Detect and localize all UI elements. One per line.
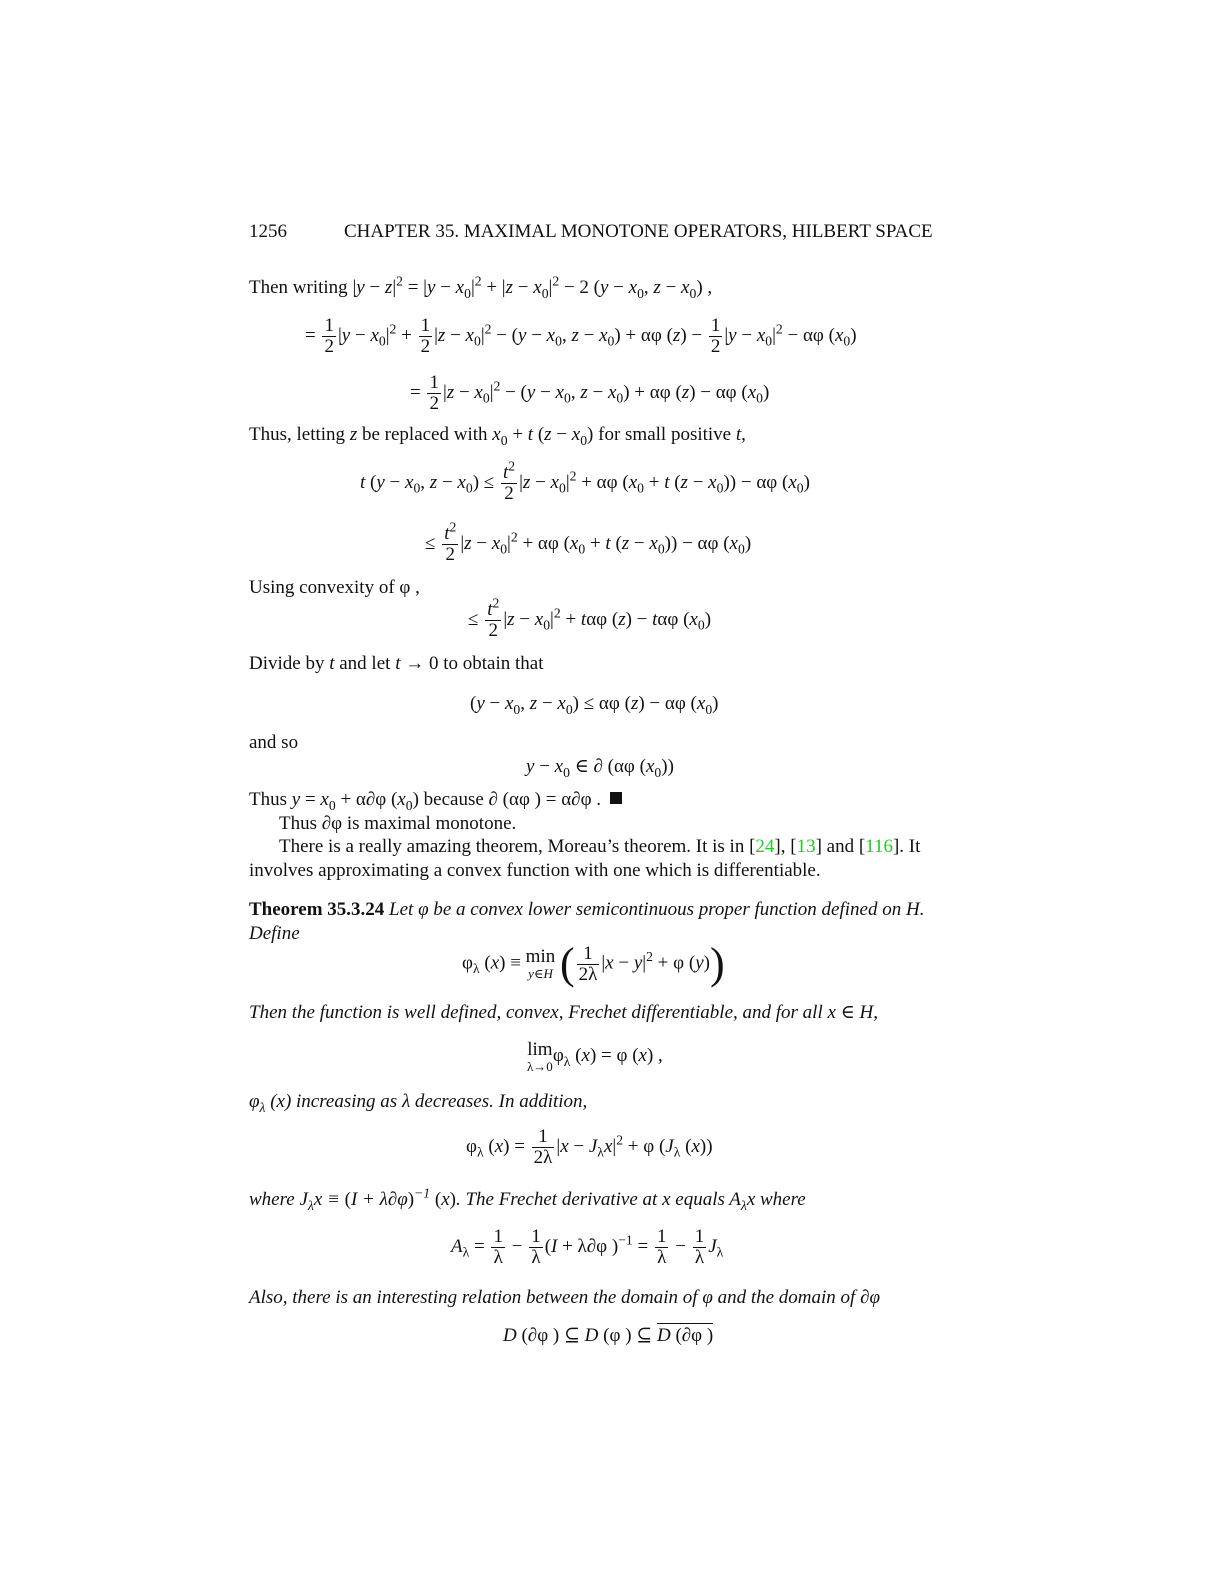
- theorem-statement: be a convex lower semicontinuous proper function defined on: [433, 899, 902, 920]
- divide-line: Divide by t and let t → 0 to obtain that: [249, 653, 544, 674]
- equation-11: $A_\lambda$ = $\frac{1}{\lambda}$ − $\frac{1}{\lambda}$ (I + λ∂φ )$^{-1}$ = $\frac{1}{\lambda}$ − $\frac{1}{\lambda}$ $J_\lambda$: [451, 1226, 724, 1268]
- increasing-line: $\varphi_\lambda$ (x) increasing as λ decreases. In addition,: [249, 1091, 588, 1115]
- text-moreau-c: ] and [: [815, 836, 866, 857]
- equation-9: lim λ→0 $\varphi_\lambda$ (x) = φ (x) ,: [527, 1039, 663, 1074]
- moreau-line-1: [279, 837, 920, 856]
- text-because: because: [423, 789, 484, 810]
- text-moreau-b: ], [: [774, 836, 797, 857]
- text-moreau-d: ]. It: [892, 836, 921, 857]
- theorem-increasing: increasing as: [296, 1091, 398, 1112]
- theorem-equals: equals: [675, 1189, 725, 1210]
- theorem-let: Let: [389, 899, 414, 920]
- citation-13[interactable]: 13: [796, 836, 816, 857]
- text-replaced-with: be replaced with: [361, 424, 488, 445]
- using-convexity-line: Using convexity of φ ,: [249, 577, 420, 598]
- maximal-line: Thus ∂φ is maximal monotone.: [279, 813, 517, 834]
- theorem-decreases: decreases. In addition,: [414, 1091, 588, 1112]
- equation-6: ($y - x_0$, $z - x_0) \le \alpha\varphi$ (z) − αφ $(x_0)$: [470, 693, 719, 717]
- theorem-line-1: Theorem 35.3.24 Let φ be a convex lower semicontinuous proper function defined on H.: [249, 899, 925, 920]
- text-and-let: and let: [339, 653, 391, 674]
- theorem-then-function: Then the function is well defined, convex, Frechet differentiable, and for all: [249, 1002, 823, 1023]
- and-so-line: and so: [249, 732, 299, 753]
- text-thus: Thus: [249, 789, 287, 810]
- equation-3: t ($y - x_0$, $z - x_0$) ≤ $\frac{t^2}{2}$ $|z - x_0|^2 + \alpha\varphi$ ($x_0 + t$ $(z - x_0)) - \alpha\varphi$ $(x_0)$: [360, 458, 810, 504]
- theorem-label: Theorem 35.3.24: [249, 899, 385, 920]
- equation-2: = $\frac{1}{2}$ $|z - x_0|^2 - (y - x_0$, $z - x_0) + \alpha\varphi$ (z) − αφ $(x_0)$: [410, 372, 770, 414]
- text-divide-by: Divide by: [249, 653, 325, 674]
- page-number: 1256: [249, 221, 287, 242]
- equation-1: = $\frac{1}{2}$ $|y - x_0|^2$ + $\frac{1}{2}$ $|z - x_0|^2 - (y - x_0$, $z - x_0) + \alpha\varphi$ (z) − $\frac{1}{2}$ $|y - x_0|^2 - \alpha\varphi$ $(x_0)$: [305, 315, 857, 357]
- text-thus-letting: Thus, letting: [249, 424, 346, 445]
- text-maximal-monotone: is maximal monotone.: [346, 813, 517, 834]
- then-function-line: Then the function is well defined, convex, Frechet differentiable, and for all x ∈ H,: [249, 1002, 878, 1023]
- qed-square: [610, 792, 622, 804]
- equation-12: D (∂φ ) ⊆ D (φ ) ⊆ D (∂φ ): [503, 1325, 714, 1346]
- theorem-where: where: [249, 1189, 295, 1210]
- theorem-also-b: and the domain of: [717, 1287, 856, 1308]
- text-small-positive: for small positive: [598, 424, 732, 445]
- equation-4: ≤ $\frac{t^2}{2}$ $|z - x_0|^2 + \alpha\varphi$ ($x_0 + t$ $(z - x_0)) - \alpha\varphi$ $(x_0)$: [425, 519, 752, 565]
- theorem-where-2: where: [760, 1189, 806, 1210]
- text-to-obtain: to obtain that: [443, 653, 544, 674]
- theorem-frechet: . The Frechet derivative at: [455, 1189, 658, 1210]
- text-then-writing: Then writing: [249, 277, 348, 298]
- moreau-line-2: involves approximating a convex function with one which is differentiable.: [249, 860, 821, 881]
- theorem-define: Define: [249, 923, 300, 944]
- then-writing-line: Then writing $|y - z|^2 = |y - x_0|^2 + |z - x_0|^2 - 2$ ($y - x_0$, $z - x_0$) ,: [249, 273, 713, 301]
- thus-letting-line: Thus, letting z be replaced with $x_0 + t$ $(z - x_0)$ for small positive t,: [249, 424, 746, 448]
- equation-8: $\varphi_\lambda$ (x) ≡ min y∈H ( $\frac{1}{2\lambda}$ $|x - y|^2 + \varphi$ (y)): [462, 939, 725, 988]
- text-using-convexity: Using convexity of: [249, 577, 395, 598]
- equation-5: ≤ $\frac{t^2}{2}$ $|z - x_0|^2 + t\alpha\varphi$ (z) − tαφ $(x_0)$: [468, 595, 712, 641]
- citation-116[interactable]: 116: [865, 836, 893, 857]
- equation-10: $\varphi_\lambda$ (x) = $\frac{1}{2\lambda}$ $|x - J_\lambda x|^2 + \varphi$ ($J_\lambda$ (x)): [466, 1126, 713, 1168]
- theorem-also: Also, there is an interesting relation between the domain of: [249, 1287, 698, 1308]
- citation-24[interactable]: 24: [755, 836, 775, 857]
- text-moreau-a: There is a really amazing theorem, Moreau’s theorem. It is in [: [279, 836, 756, 857]
- equation-7: $y - x_0$ ∈ ∂ (αφ $(x_0)$): [526, 756, 674, 780]
- thus-y-line: Thus $y = x_0 + \alpha\partial\varphi$ $(x_0)$ because ∂ (αφ ) = α∂φ .: [249, 790, 622, 809]
- running-title: CHAPTER 35. MAXIMAL MONOTONE OPERATORS, HILBERT SPACE: [344, 221, 933, 242]
- also-line: Also, there is an interesting relation between the domain of φ and the domain of ∂φ: [249, 1287, 880, 1308]
- where-line: where $J_\lambda x \equiv (I + \lambda\partial\varphi)^{-1}$ (x). The Frechet derivative at x equals $A_\lambda x$ where: [249, 1185, 806, 1213]
